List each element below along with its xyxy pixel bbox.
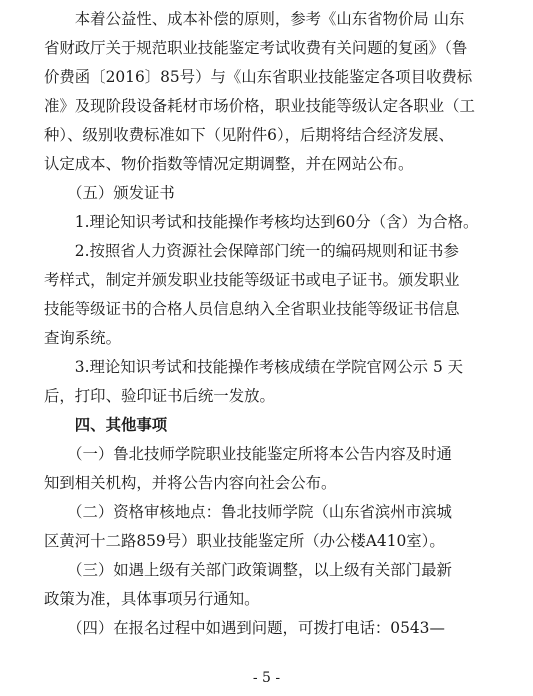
paragraph-line: 准》及现阶段设备耗材市场价格，职业技能等级认定各职业（工 xyxy=(44,97,475,115)
paragraph-line: 考样式，制定并颁发职业技能等级证书或电子证书。颁发职业 xyxy=(44,271,460,289)
paragraph-line: 后，打印、验印证书后统一发放。 xyxy=(44,387,275,405)
paragraph-line: 价费函〔2016〕85号）与《山东省职业技能鉴定各项目收费标 xyxy=(44,68,473,86)
section-heading: （五）颁发证书 xyxy=(44,184,175,202)
paragraph-line: 本着公益性、成本补偿的原则，参考《山东省物价局 山东 xyxy=(44,10,465,28)
paragraph-line: 政策为准，具体事项另行通知。 xyxy=(44,590,260,608)
paragraph-line: （三）如遇上级有关部门政策调整，以上级有关部门最新 xyxy=(44,561,452,579)
paragraph-line: 省财政厅关于规范职业技能鉴定考试收费有关问题的复函》（鲁 xyxy=(44,39,468,57)
paragraph-line: 认定成本、物价指数等情况定期调整，并在网站公布。 xyxy=(44,155,414,173)
section-heading-bold: 四、其他事项 xyxy=(44,416,168,434)
paragraph-line: 3.理论知识考试和技能操作考核成绩在学院官网公示 5 天 xyxy=(44,358,464,376)
paragraph-line: （四）在报名过程中如遇到问题，可拨打电话：0543— xyxy=(44,619,445,637)
paragraph-line: 1.理论知识考试和技能操作考核均达到60分（含）为合格。 xyxy=(44,213,479,231)
paragraph-line: （二）资格审核地点：鲁北技师学院（山东省滨州市滨城 xyxy=(44,503,452,521)
paragraph-line: （一）鲁北技师学院职业技能鉴定所将本公告内容及时通 xyxy=(44,445,452,463)
paragraph-line: 知到相关机构，并将公告内容向社会公布。 xyxy=(44,474,337,492)
paragraph-line: 技能等级证书的合格人员信息纳入全省职业技能等级证书信息 xyxy=(44,300,460,318)
paragraph-line: 查询系统。 xyxy=(44,329,121,347)
page-number: - 5 - xyxy=(252,670,281,686)
paragraph-line: 区黄河十二路859号）职业技能鉴定所（办公楼A410室）。 xyxy=(44,532,445,550)
paragraph-line: 2.按照省人力资源社会保障部门统一的编码规则和证书参 xyxy=(44,242,459,260)
paragraph-line: 种）、级别收费标准如下（见附件6），后期将结合经济发展、 xyxy=(44,126,454,144)
